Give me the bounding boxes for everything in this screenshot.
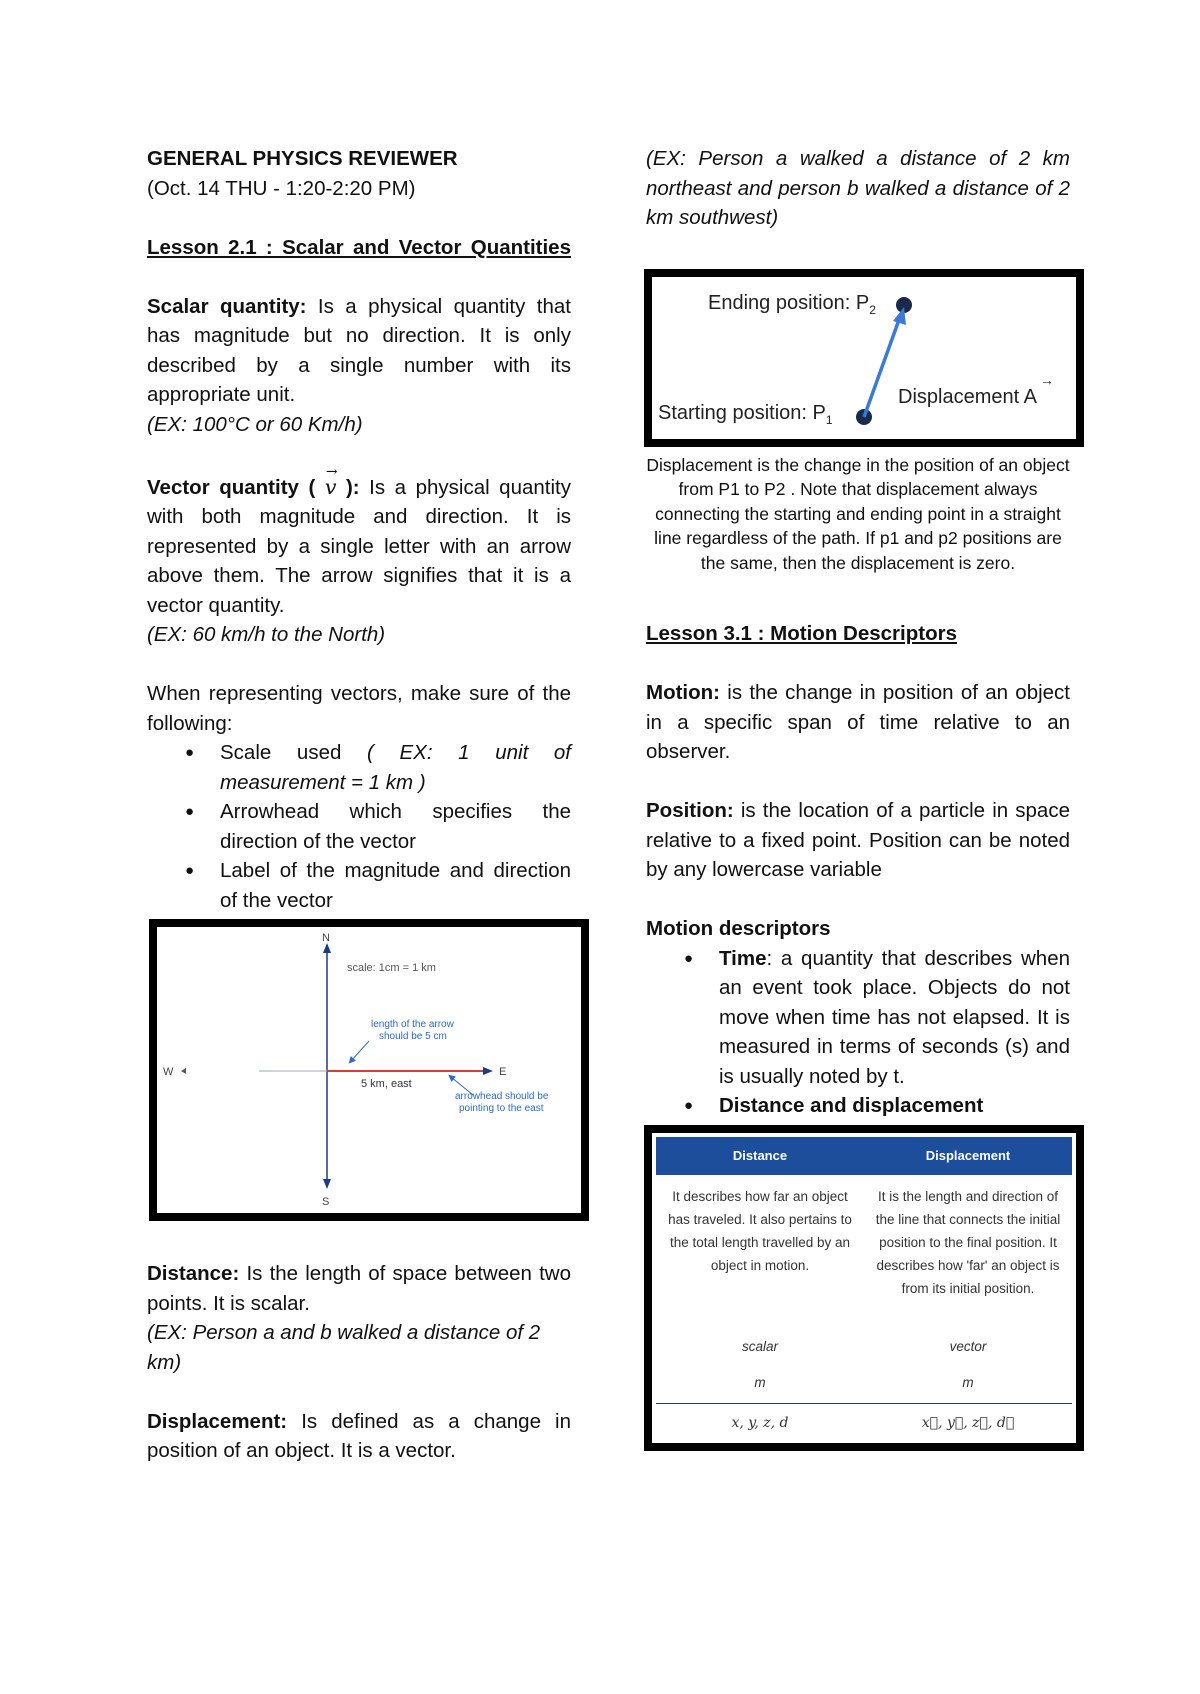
- displacement-diagram: [652, 277, 1076, 439]
- list-item: ● Label of the magnitude and direction of the vector: [147, 856, 571, 915]
- distance-displacement-table-figure: [644, 1125, 1084, 1451]
- head-note-line2: pointing to the east: [459, 1103, 544, 1114]
- vector-example: (EX: 60 km/h to the North): [147, 623, 386, 646]
- document-title: GENERAL PHYSICS REVIEWER: [147, 147, 458, 170]
- time-definition: : a quantity that describes when an event took place. Objects do not move when time has not elapsed. It is measured in terms of seconds (s) and is usually noted by t.: [719, 946, 1070, 1088]
- motion-paragraph: [646, 678, 1070, 767]
- vector-letter: v: [324, 474, 337, 499]
- distance-symbols: x, y, z, d: [731, 1414, 789, 1431]
- table-header-row: [656, 1137, 1072, 1175]
- lesson-2-1-title: Lesson 2.1 : Scalar and Vector Quantities: [147, 235, 571, 259]
- west-arrowhead-icon: [181, 1068, 186, 1074]
- vector-paragraph: [147, 463, 571, 621]
- represent-intro: When representing vectors, make sure of the following:: [147, 682, 571, 735]
- vector-arrow-icon: →: [325, 463, 338, 480]
- displacement-paragraph: [147, 1407, 571, 1466]
- arrow-note-line2: should be 5 cm: [379, 1031, 447, 1042]
- scalar-term: Scalar quantity:: [147, 294, 307, 318]
- distance-unit: m: [754, 1374, 766, 1390]
- vector-label: 5 km, east: [361, 1078, 412, 1090]
- east-label: E: [499, 1066, 507, 1078]
- displacement-term: Displacement:: [147, 1409, 288, 1433]
- displacement-type: vector: [949, 1338, 987, 1354]
- list-item: [646, 944, 1070, 1092]
- displacement-vector: [864, 317, 900, 417]
- scalar-definition: Is a physical quantity that has magnitude but no direction. It is only described by a single number with its appropriate unit.: [147, 294, 571, 406]
- scalar-paragraph: [147, 292, 571, 410]
- displacement-definition: Is defined as a change in position of an object. It is a vector.: [147, 1409, 571, 1462]
- displacement-symbols: x⃗, y⃗, z⃗, d⃗: [921, 1414, 1015, 1431]
- table-row: [656, 1175, 1072, 1331]
- compass-diagram: [157, 927, 581, 1213]
- distance-type: scalar: [741, 1338, 778, 1354]
- right-column: [646, 144, 1070, 1451]
- bullet1-text: Scale used: [220, 741, 368, 764]
- represent-list: [147, 738, 571, 915]
- distance-example: (EX: Person a and b walked a distance of 2 km): [147, 1321, 541, 1374]
- motion-descriptors-heading: Motion descriptors: [646, 917, 831, 940]
- ending-position-label: Ending position: $P_2$: [708, 291, 876, 317]
- arrow-note-pointer: [351, 1041, 369, 1061]
- position-term: Position:: [646, 799, 734, 822]
- distance-description: It describes how far an object has traveled. It also pertains to the total length travelled by an object in motion.: [668, 1188, 852, 1273]
- descriptors-list: [646, 944, 1070, 1121]
- displacement-vector-arrow-icon: →: [1040, 371, 1054, 388]
- displacement-figure: [644, 269, 1084, 447]
- distance-definition: Is the length of space between two points. It is scalar.: [147, 1262, 571, 1315]
- scale-label: scale: 1cm = 1 km: [347, 962, 436, 974]
- bullet1-example: ( EX: 1 unit of measurement = 1 km ): [220, 741, 571, 794]
- displacement-caption: Displacement is the change in the position of an object from P1 to P2 . Note that displacement always connecting the starting and ending point in a straight line regardless of the path. If p1 and p2 positions are the same, then the displacement is zero.: [646, 454, 1070, 573]
- list-item: [147, 738, 571, 797]
- list-item: ● Arrowhead which specifies the direction of the vector: [147, 797, 571, 856]
- east-arrowhead-icon: [483, 1067, 493, 1075]
- south-arrowhead-icon: [323, 1179, 331, 1189]
- displacement-unit: m: [962, 1374, 974, 1390]
- lesson-3-1-title: Lesson 3.1 : Motion Descriptors: [646, 622, 957, 645]
- south-label: S: [322, 1196, 330, 1208]
- distance-term: Distance:: [147, 1262, 240, 1285]
- vector-definition: Is a physical quantity with both magnitude and direction. It is represented by a single letter with an arrow above them. The arrow signifies that it is a vector quantity.: [147, 475, 571, 617]
- lesson-2-1-title-line1: [147, 233, 571, 263]
- list-item: [646, 1091, 1070, 1121]
- north-arrowhead-icon: [323, 943, 331, 953]
- table-header-displacement: Displacement: [864, 1137, 1072, 1175]
- north-label: N: [322, 932, 330, 944]
- distance-displacement-heading: Distance and displacement: [719, 1094, 984, 1117]
- left-column: [147, 144, 571, 1466]
- vector-term-start: Vector quantity (: [147, 475, 325, 499]
- table-row: [656, 1367, 1072, 1404]
- motion-term: Motion:: [646, 681, 720, 704]
- time-term: Time: [719, 946, 767, 970]
- table-row: [656, 1403, 1072, 1439]
- displacement-label: Displacement A: [898, 385, 1037, 408]
- distance-paragraph: [147, 1259, 571, 1318]
- table-row: [656, 1331, 1072, 1367]
- west-label: W: [163, 1066, 174, 1078]
- motion-definition: is the change in position of an object in a specific span of time relative to an observer.: [646, 681, 1070, 763]
- vector-term-end: ):: [336, 475, 360, 499]
- displacement-example: (EX: Person a walked a distance of 2 km northeast and person b walked a distance of 2 km southwest): [646, 147, 1070, 229]
- displacement-description: It is the length and direction of the line that connects the initial position to the final position. It describes how 'far' an object is from its initial position.: [875, 1188, 1061, 1296]
- position-paragraph: [646, 796, 1070, 885]
- vector-symbol: [324, 463, 338, 503]
- starting-position-label: Starting position: $P_1$: [658, 401, 833, 427]
- arrow-note-line1: length of the arrow: [371, 1019, 454, 1030]
- scalar-example: (EX: 100°C or 60 Km/h): [147, 412, 363, 436]
- compass-vector-figure: [149, 919, 589, 1221]
- head-note-line1: arrowhead should be: [455, 1091, 549, 1102]
- distance-displacement-table: [656, 1137, 1072, 1439]
- table-header-distance: Distance: [656, 1137, 864, 1175]
- document-date: (Oct. 14 THU - 1:20-2:20 PM): [147, 176, 416, 200]
- position-definition: is the location of a particle in space relative to a fixed point. Position can be noted by any lowercase variable: [646, 799, 1070, 881]
